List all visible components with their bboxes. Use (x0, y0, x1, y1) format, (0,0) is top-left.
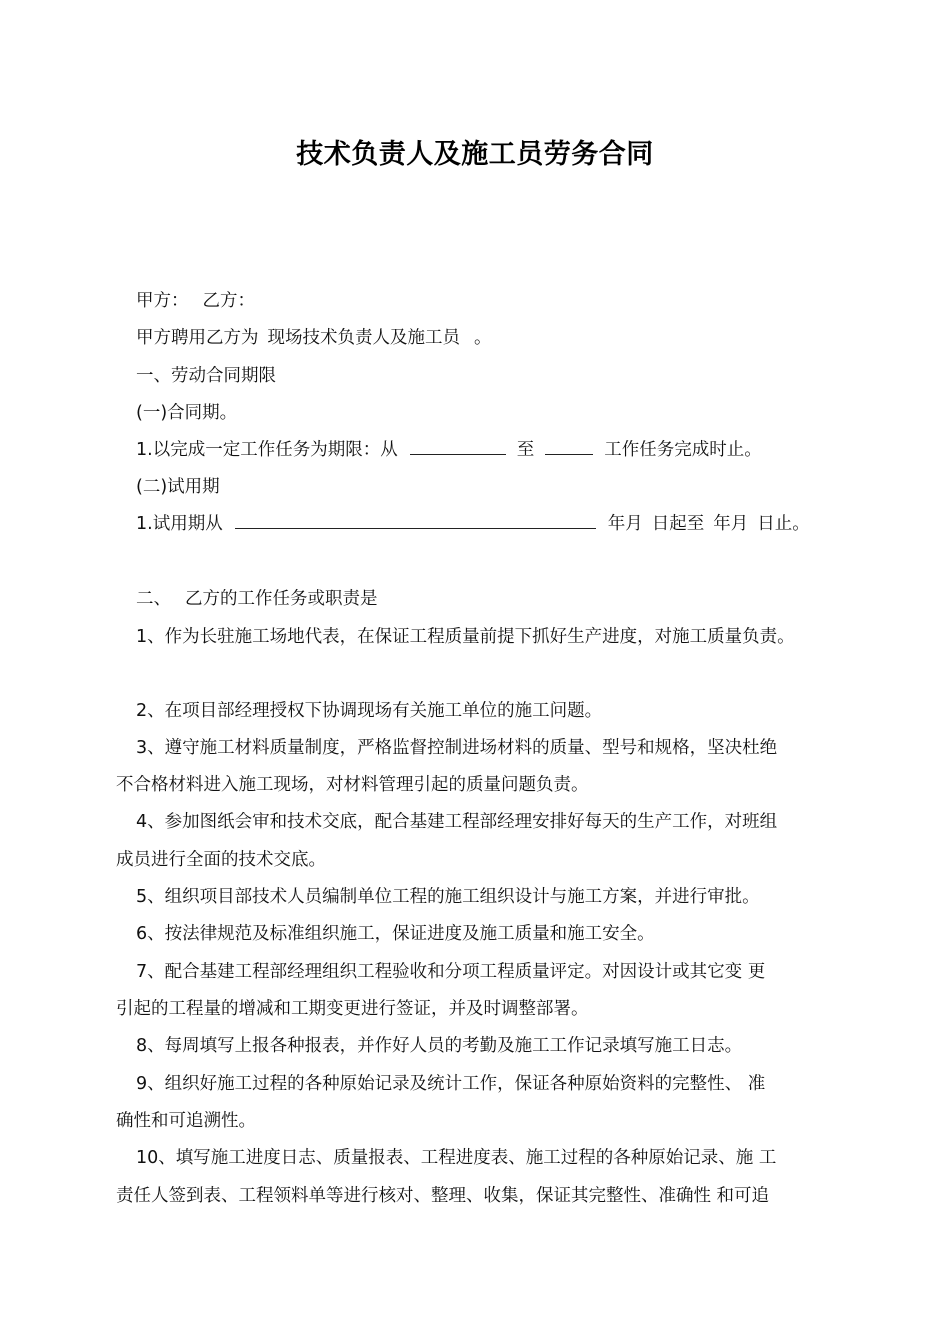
term-end-blank (545, 438, 593, 455)
section1-heading: 一、劳动合同期限 (136, 366, 276, 386)
duty-item-8: 8、每周填写上报各种报表，并作好人员的考勤及施工工作记录填写施工日志。 (136, 1036, 743, 1056)
term-suffix: 工作任务完成时止。 (604, 440, 762, 460)
term-line (136, 438, 762, 462)
hire-suffix: 。 (474, 328, 492, 348)
trial-prefix: 1.试用期从 (136, 514, 223, 534)
term-start-blank (410, 438, 506, 455)
trial-to: 日止。 (757, 514, 810, 534)
trial-year-month-a: 年月 (607, 514, 643, 534)
section2-heading (136, 587, 378, 611)
duty-item-6: 6、按法律规范及标准组织施工，保证进度及施工质量和施工安全。 (136, 924, 655, 944)
section2-heading-text: 乙方的工作任务或职责是 (185, 589, 378, 609)
parties-line (136, 289, 255, 313)
hire-position: 现场技术负责人及施工员 (267, 328, 460, 348)
duty-item-1: 1、作为长驻施工场地代表，在保证工程质量前提下抓好生产进度，对施工质量负责。 (136, 627, 795, 647)
duty-item-7: 7、配合基建工程部经理组织工程验收和分项工程质量评定。对因设计或其它变 更 (136, 962, 766, 982)
term-mid: 至 (516, 440, 535, 460)
duty-item-3: 3、遵守施工材料质量制度，严格监督控制进场材料的质量、型号和规格，坚决杜绝 (136, 738, 778, 758)
section2-heading-num: 二、 (136, 589, 171, 609)
duty-item-4-cont: 成员进行全面的技术交底。 (116, 850, 326, 870)
duty-item-3-cont: 不合格材料进入施工现场，对材料管理引起的质量问题负责。 (116, 775, 589, 795)
party-b-label: 乙方： (202, 291, 255, 311)
hire-prefix: 甲方聘用乙方为 (136, 328, 259, 348)
duty-item-10: 10、填写施工进度日志、质量报表、工程进度表、施工过程的各种原始记录、施 工 (136, 1148, 777, 1168)
trial-from: 日起至 (651, 514, 705, 534)
duty-item-4: 4、参加图纸会审和技术交底，配合基建工程部经理安排好每天的生产工作，对班组 (136, 812, 778, 832)
trial-blank (235, 512, 596, 529)
trial-year-month-b: 年月 (713, 514, 749, 534)
hire-line (136, 326, 492, 350)
term-prefix: 1.以完成一定工作任务为期限：从 (136, 440, 398, 460)
duty-item-5: 5、组织项目部技术人员编制单位工程的施工组织设计与施工方案，并进行审批。 (136, 887, 760, 907)
document-title: 技术负责人及施工员劳务合同 (296, 139, 654, 170)
duty-item-10-cont: 责任人签到表、工程领料单等进行核对、整理、收集，保证其完整性、准确性 和可追 (116, 1186, 770, 1206)
section1-sub2-heading: (二)试用期 (136, 477, 220, 497)
duty-item-2: 2、在项目部经理授权下协调现场有关施工单位的施工问题。 (136, 701, 603, 721)
section1-sub1-heading: (一)合同期。 (136, 403, 238, 423)
duty-item-9-cont: 确性和可追溯性。 (116, 1111, 256, 1131)
trial-line (136, 512, 810, 536)
duty-item-7-cont: 引起的工程量的增减和工期变更进行签证，并及时调整部署。 (116, 999, 589, 1019)
party-a-label: 甲方： (136, 291, 189, 311)
duty-item-9: 9、组织好施工过程的各种原始记录及统计工作，保证各种原始资料的完整性、 准 (136, 1074, 766, 1094)
